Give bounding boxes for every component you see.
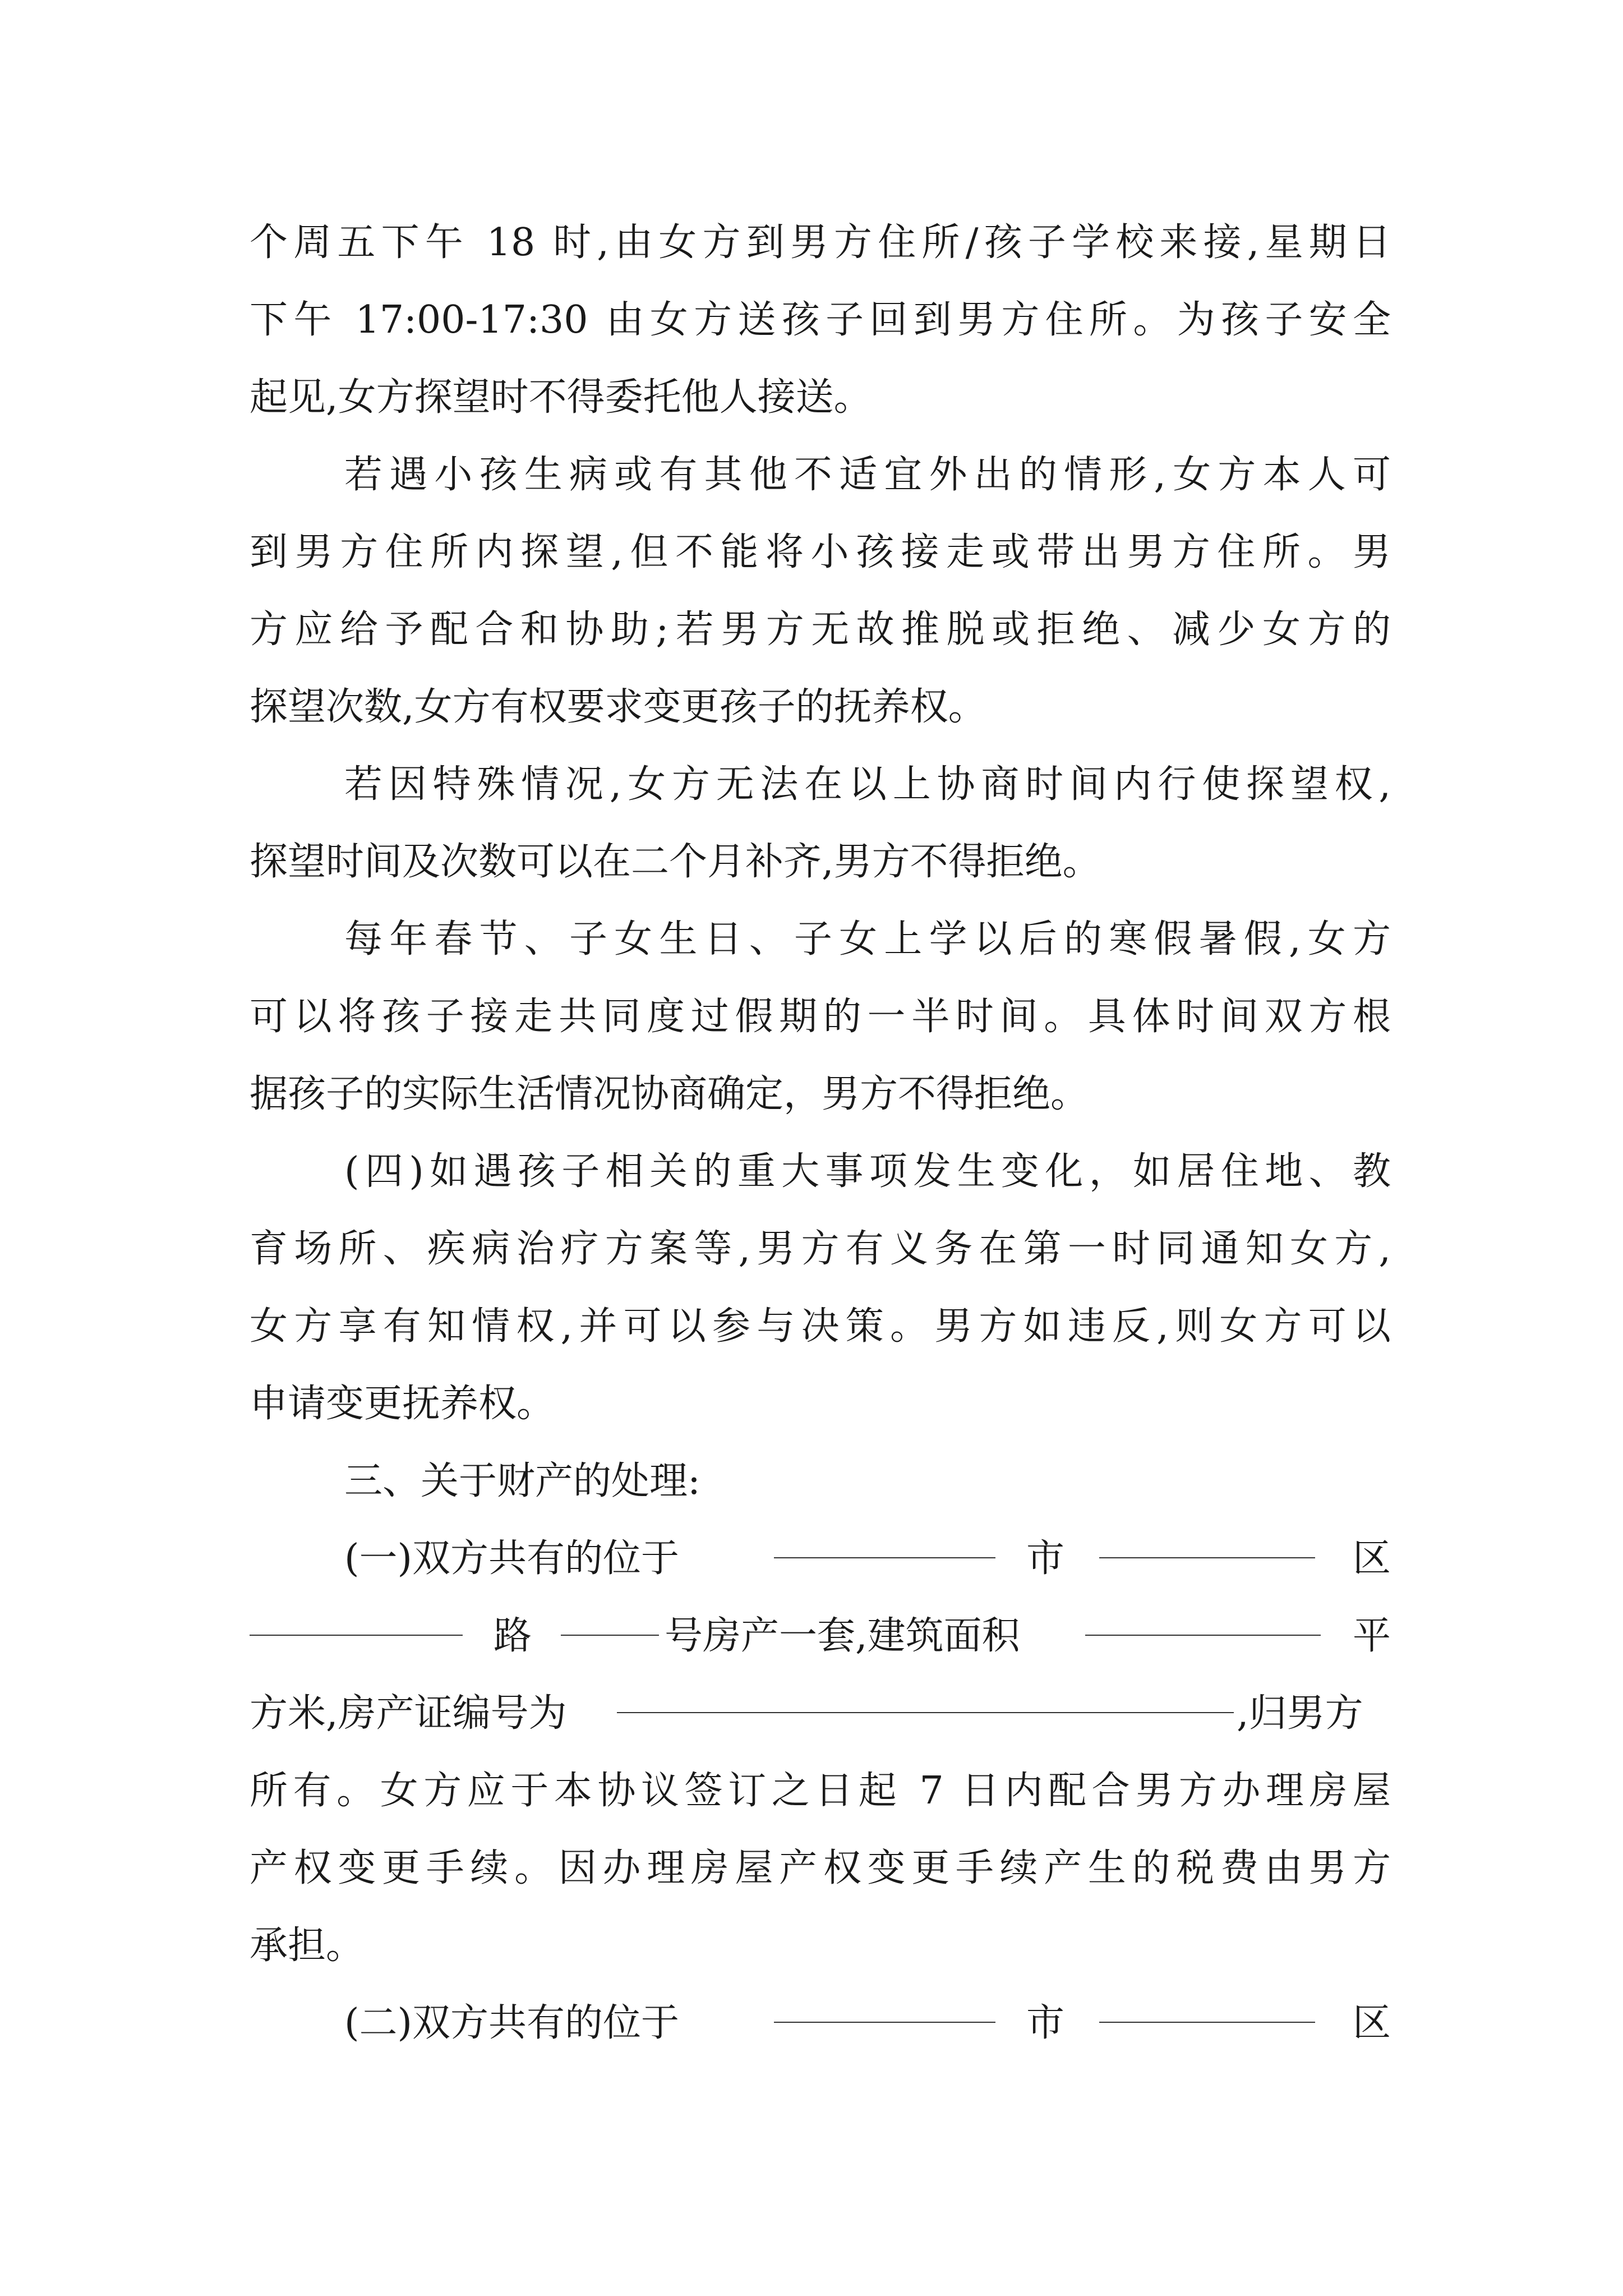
blank-district: [1099, 2014, 1315, 2023]
blank-area: [1085, 1627, 1321, 1636]
text-line: 起见,女方探望时不得委托他人接送。: [250, 375, 872, 420]
blank-city: [774, 2014, 995, 2023]
text-line: 若因特殊情况,女方无法在以上协商时间内行使探望权,: [344, 762, 1391, 807]
blank-certificate-number: [617, 1704, 1234, 1713]
text-fragment: 市: [1026, 1536, 1065, 1581]
blank-city: [774, 1549, 995, 1558]
text-line: 方应给予配合和协助;若男方无故推脱或拒绝、减少女方的: [250, 608, 1391, 652]
text-fragment: (一)双方共有的位于: [344, 1536, 680, 1581]
text-fragment: 平: [1353, 1614, 1391, 1658]
text-line: 育场所、疾病治疗方案等,男方有义务在第一时同通知女方,: [250, 1227, 1391, 1271]
section-heading: 三、关于财产的处理:: [344, 1459, 700, 1503]
text-line: 产权变更手续。因办理房屋产权变更手续产生的税费由男方: [250, 1846, 1391, 1890]
text-line: 个周五下午 18 时,由女方到男方住所/孩子学校来接,星期日: [250, 220, 1391, 265]
text-fragment: 号房产一套,建筑面积: [665, 1614, 1020, 1658]
text-line: 到男方住所内探望,但不能将小孩接走或带出男方住所。男: [250, 530, 1391, 574]
text-fragment: 区: [1353, 2001, 1391, 2045]
text-line: 可以将孩子接走共同度过假期的一半时间。具体时间双方根: [250, 995, 1391, 1039]
text-line: 探望时间及次数可以在二个月补齐,男方不得拒绝。: [250, 840, 1101, 884]
text-fragment: (二)双方共有的位于: [344, 2001, 680, 2045]
blank-number: [561, 1627, 659, 1636]
text-line: 申请变更抚养权。: [250, 1382, 555, 1426]
text-line: 女方享有知情权,并可以参与决策。男方如违反,则女方可以: [250, 1304, 1391, 1349]
text-line: 下午 17:00-17:30 由女方送孩子回到男方住所。为孩子安全: [250, 298, 1391, 342]
text-line: 探望次数,女方有权要求变更孩子的抚养权。: [250, 685, 986, 729]
text-fragment: ,归男方: [1237, 1691, 1363, 1736]
text-fragment: 路: [494, 1614, 532, 1658]
text-line: 每年春节、子女生日、子女上学以后的寒假暑假,女方: [344, 917, 1391, 961]
text-line: (四)如遇孩子相关的重大事项发生变化，如居住地、教: [344, 1149, 1391, 1194]
text-fragment: 方米,房产证编号为: [250, 1691, 567, 1736]
text-line: 据孩子的实际生活情况协商确定，男方不得拒绝。: [250, 1072, 1089, 1116]
text-line: 若遇小孩生病或有其他不适宜外出的情形,女方本人可: [344, 453, 1391, 497]
blank-road: [250, 1627, 463, 1636]
text-fragment: 区: [1353, 1536, 1391, 1581]
text-fragment: 市: [1026, 2001, 1065, 2045]
blank-district: [1099, 1549, 1315, 1558]
text-line: 所有。女方应于本协议签订之日起 7 日内配合男方办理房屋: [250, 1769, 1391, 1813]
text-line: 承担。: [250, 1924, 365, 1968]
